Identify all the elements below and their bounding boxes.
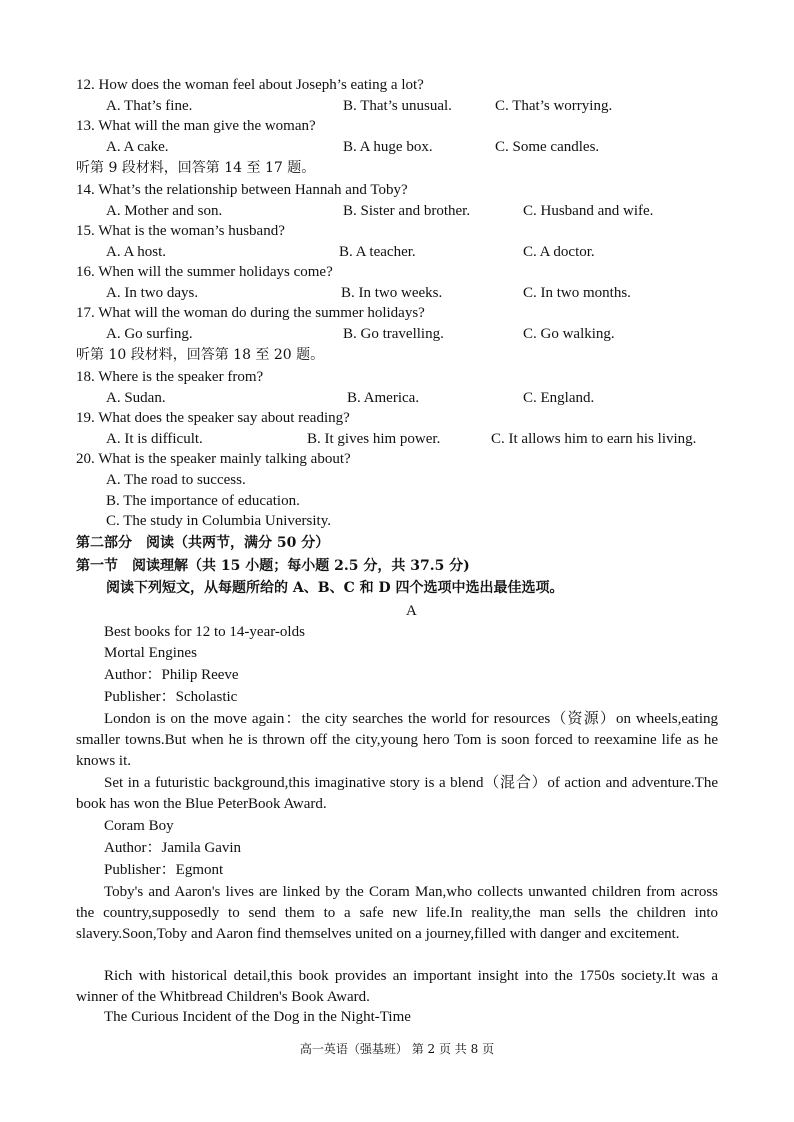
book2-author: Author：Jamila Gavin xyxy=(104,840,242,856)
q20-option-a: A. The road to success. xyxy=(106,472,246,488)
question-14: 14. What’s the relationship between Hannah and Toby? xyxy=(76,182,408,198)
q13-option-b: B. A huge box. xyxy=(343,139,433,155)
question-16: 16. When will the summer holidays come? xyxy=(76,264,333,280)
book2-paragraph-1: Toby's and Aaron's lives are linked by the Coram Man,who collects unwanted children from across the country,supposedly to send them to a safe new life.In reality,the man sells the children into slavery.Soon,Toby and Aaron find themselves united on a journey,filled with danger and excitement. xyxy=(76,884,718,942)
book1-publisher: Publisher：Scholastic xyxy=(104,689,238,705)
book1-paragraph-2: Set in a futuristic background,this imaginative story is a blend（混合）of action and adventure.The book has won the Blue PeterBook Award. xyxy=(76,775,718,812)
book1-paragraph-1: London is on the move again：the city searches the world for resources（资源）on wheels,eating smaller towns.But when he is thrown off the city,young hero Tom is soon forced to reexamine life as he knows it. xyxy=(76,711,718,769)
section-note-9: 听第 9 段材料，回答第 14 至 17 题。 xyxy=(76,160,316,176)
passage-title: Best books for 12 to 14-year-olds xyxy=(104,624,305,640)
book2-title: Coram Boy xyxy=(104,818,174,834)
q14-option-a: A. Mother and son. xyxy=(106,203,223,219)
book1-title: Mortal Engines xyxy=(104,645,197,661)
section1-heading: 第一节 阅读理解（共 15 小题；每小题 2.5 分，共 37.5 分) xyxy=(76,558,470,574)
book2-publisher: Publisher：Egmont xyxy=(104,862,224,878)
q16-option-a: A. In two days. xyxy=(106,285,199,301)
q18-option-a: A. Sudan. xyxy=(106,390,166,406)
passage-letter: A xyxy=(406,603,417,619)
question-18: 18. Where is the speaker from? xyxy=(76,369,264,385)
q12-option-a: A. That’s fine. xyxy=(106,98,193,114)
q18-option-b: B. America. xyxy=(347,390,420,406)
book1-author: Author：Philip Reeve xyxy=(104,667,239,683)
question-12: 12. How does the woman feel about Joseph’s eating a lot? xyxy=(76,77,424,93)
q19-option-b: B. It gives him power. xyxy=(307,431,441,447)
page-footer: 高一英语（强基班） 第 2 页 共 8 页 xyxy=(299,1042,495,1056)
q14-option-c: C. Husband and wife. xyxy=(523,203,654,219)
question-19: 19. What does the speaker say about reading? xyxy=(76,410,350,426)
question-15: 15. What is the woman’s husband? xyxy=(76,223,285,239)
q20-option-b: B. The importance of education. xyxy=(106,493,300,509)
q17-option-a: A. Go surfing. xyxy=(106,326,193,342)
q15-option-c: C. A doctor. xyxy=(523,244,595,260)
q12-option-c: C. That’s worrying. xyxy=(495,98,613,114)
q16-option-c: C. In two months. xyxy=(523,285,631,301)
q17-option-b: B. Go travelling. xyxy=(343,326,444,342)
question-13: 13. What will the man give the woman? xyxy=(76,118,316,134)
q19-option-c: C. It allows him to earn his living. xyxy=(491,431,697,447)
q14-option-b: B. Sister and brother. xyxy=(343,203,471,219)
q12-option-b: B. That’s unusual. xyxy=(343,98,452,114)
q18-option-c: C. England. xyxy=(523,390,595,406)
section-note-10: 听第 10 段材料，回答第 18 至 20 题。 xyxy=(76,347,325,363)
q19-option-a: A. It is difficult. xyxy=(106,431,203,447)
q15-option-a: A. A host. xyxy=(106,244,167,260)
q13-option-c: C. Some candles. xyxy=(495,139,600,155)
reading-instruction: 阅读下列短文，从每题所给的 A、B、C 和 D 四个选项中选出最佳选项。 xyxy=(106,580,564,596)
q13-option-a: A. A cake. xyxy=(106,139,169,155)
q15-option-b: B. A teacher. xyxy=(339,244,416,260)
q17-option-c: C. Go walking. xyxy=(523,326,615,342)
question-20: 20. What is the speaker mainly talking about? xyxy=(76,451,351,467)
q20-option-c: C. The study in Columbia University. xyxy=(106,513,331,529)
question-17: 17. What will the woman do during the summer holidays? xyxy=(76,305,425,321)
part2-heading: 第二部分 阅读（共两节，满分 50 分） xyxy=(76,535,330,551)
book3-title: The Curious Incident of the Dog in the Night-Time xyxy=(104,1009,411,1025)
book2-paragraph-2: Rich with historical detail,this book provides an important insight into the 1750s society.It was a winner of the Whitbread Children's Book Award. xyxy=(76,968,718,1005)
q16-option-b: B. In two weeks. xyxy=(341,285,443,301)
